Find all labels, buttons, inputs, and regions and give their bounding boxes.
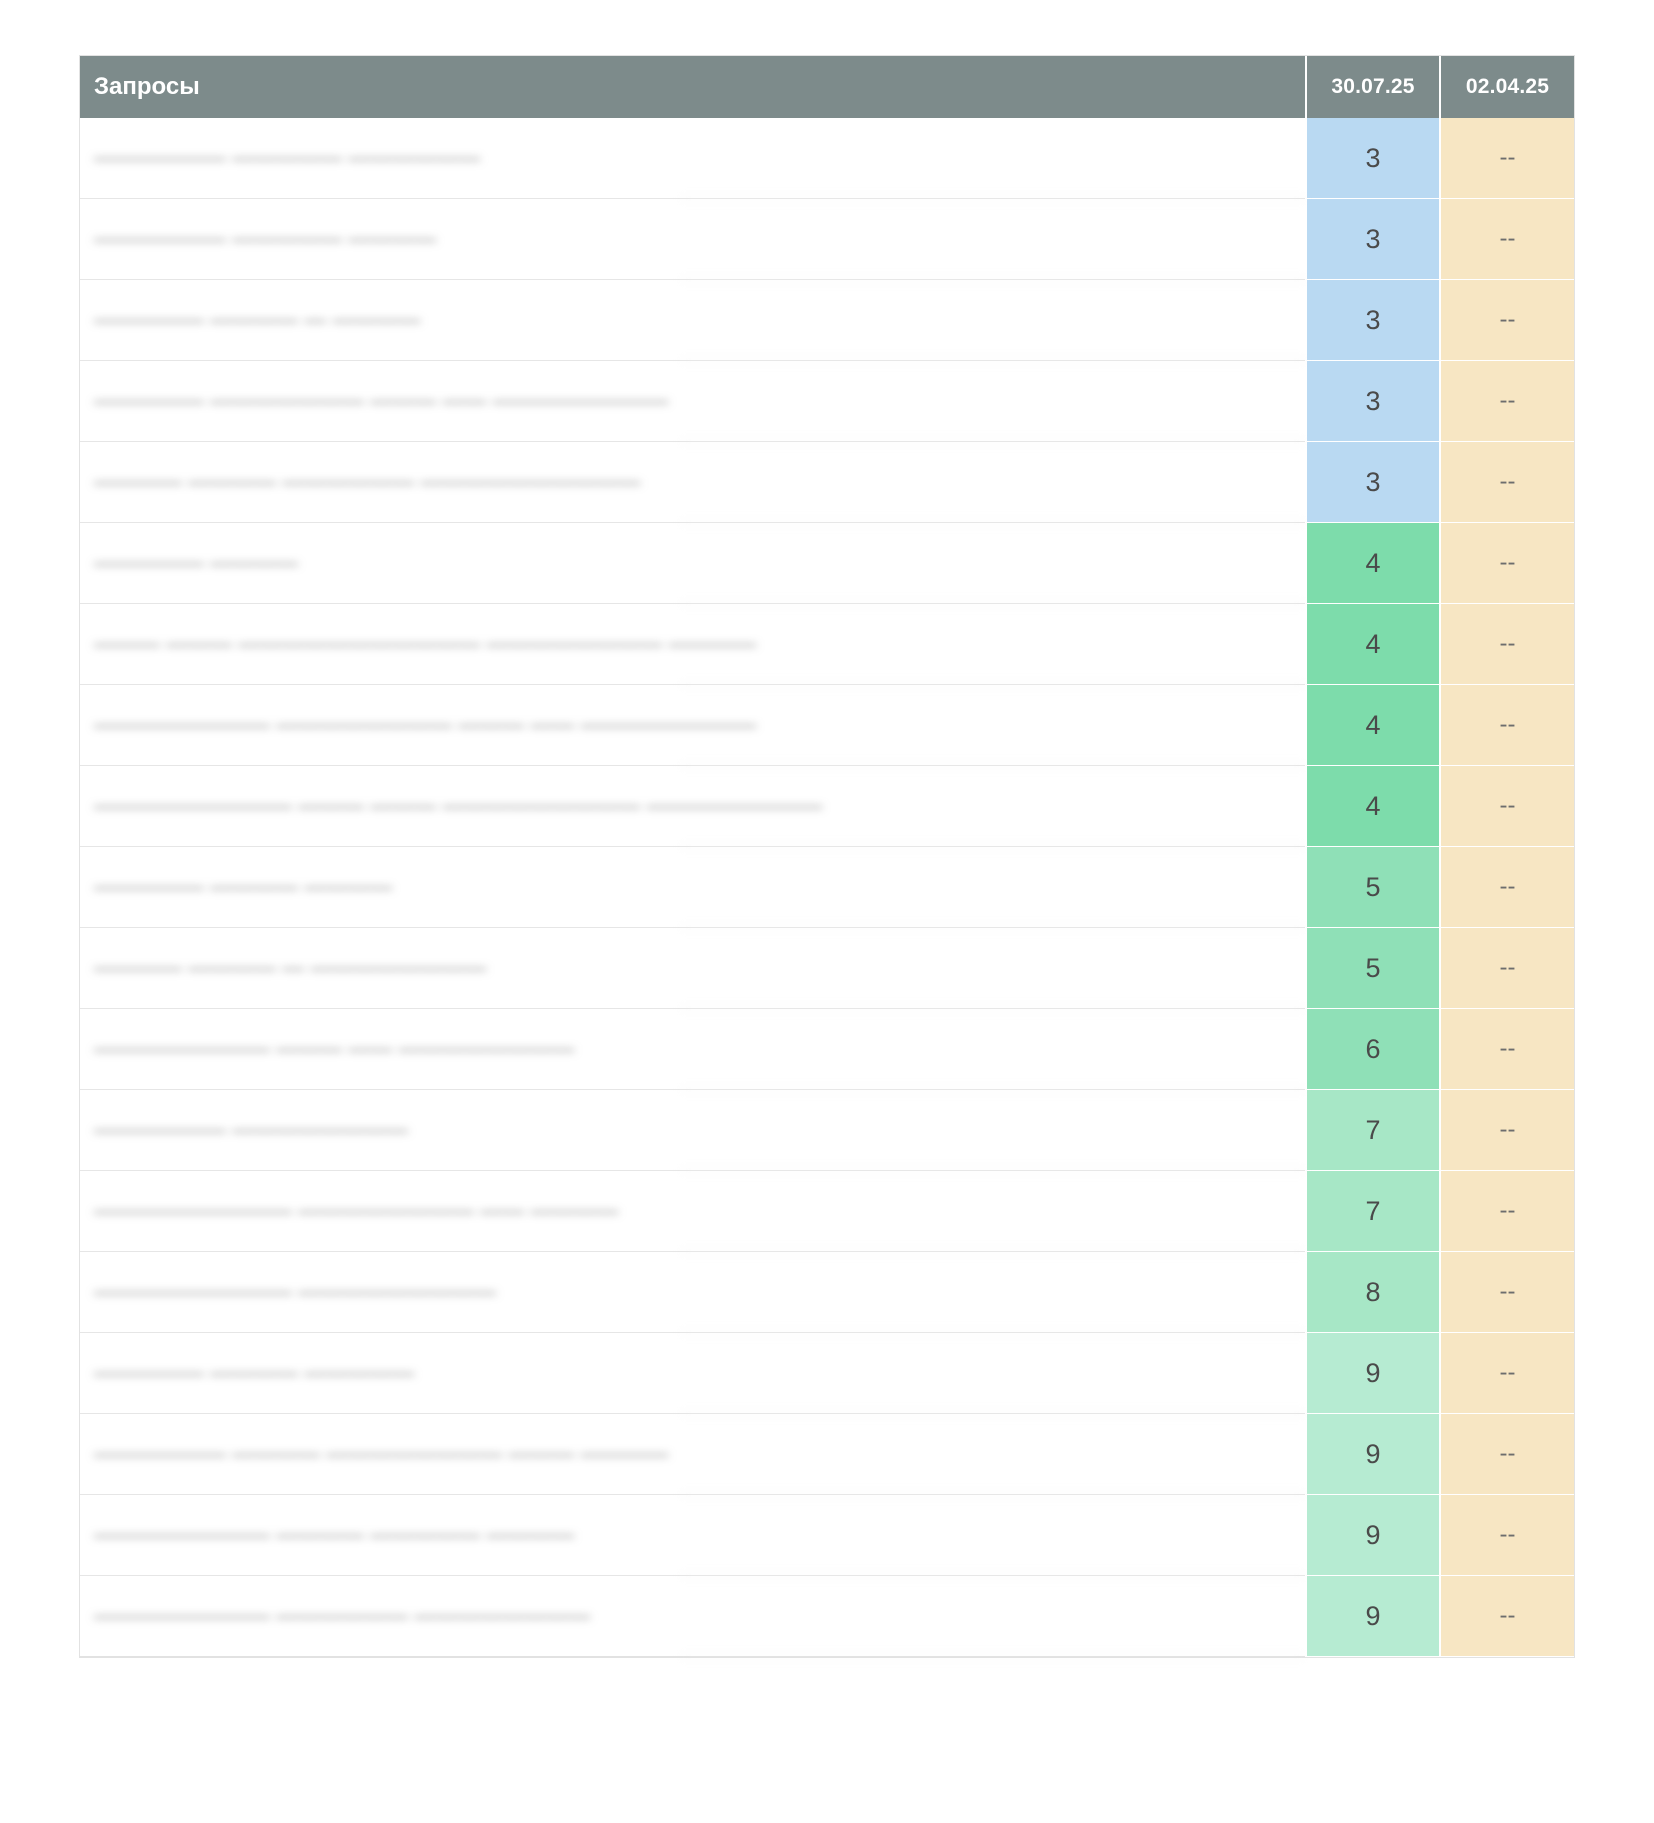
table-row xyxy=(80,118,1574,199)
rank-value-date-2: -- xyxy=(1440,1171,1574,1252)
rank-value-date-1: 6 xyxy=(1306,1009,1440,1090)
query-cell[interactable]: ———————— —————— ———————— xyxy=(80,1576,1306,1657)
table-row xyxy=(80,604,1574,685)
query-cell[interactable]: ———————— ——— —— ———————— xyxy=(80,1009,1306,1090)
rank-value-date-1: 4 xyxy=(1306,523,1440,604)
rank-value-date-2: -- xyxy=(1440,1576,1574,1657)
rank-value-date-1: 9 xyxy=(1306,1576,1440,1657)
rank-value-date-2: -- xyxy=(1440,118,1574,199)
table-row xyxy=(80,199,1574,280)
query-cell[interactable]: ————— ———— xyxy=(80,523,1306,604)
query-cell[interactable]: —————— ———————— xyxy=(80,1090,1306,1171)
rank-value-date-1: 3 xyxy=(1306,361,1440,442)
query-cell[interactable]: ———————— ———————— ——— —— ———————— xyxy=(80,685,1306,766)
rank-value-date-2: -- xyxy=(1440,1090,1574,1171)
table-row xyxy=(80,523,1574,604)
query-cell[interactable]: ————— ——————— ——— —— ———————— xyxy=(80,361,1306,442)
query-cell[interactable]: ————— ———— ———— xyxy=(80,847,1306,928)
table-row xyxy=(80,1414,1574,1495)
table-row xyxy=(80,1252,1574,1333)
rank-value-date-2: -- xyxy=(1440,1333,1574,1414)
table-row xyxy=(80,1171,1574,1252)
table-row xyxy=(80,1576,1574,1657)
table-row xyxy=(80,442,1574,523)
query-cell[interactable]: ————— ———— ————— xyxy=(80,1333,1306,1414)
rank-value-date-2: -- xyxy=(1440,523,1574,604)
keyword-rank-table xyxy=(80,56,1574,1657)
query-cell[interactable]: ———————— ———— ————— ———— xyxy=(80,1495,1306,1576)
rank-value-date-1: 7 xyxy=(1306,1090,1440,1171)
rank-value-date-2: -- xyxy=(1440,361,1574,442)
rank-value-date-2: -- xyxy=(1440,1495,1574,1576)
rank-value-date-2: -- xyxy=(1440,199,1574,280)
rank-value-date-2: -- xyxy=(1440,1252,1574,1333)
table-row xyxy=(80,1009,1574,1090)
rank-value-date-1: 9 xyxy=(1306,1414,1440,1495)
query-cell[interactable]: ——— ——— ——————————— ———————— ———— xyxy=(80,604,1306,685)
rank-value-date-1: 3 xyxy=(1306,280,1440,361)
table-row xyxy=(80,685,1574,766)
rank-value-date-1: 7 xyxy=(1306,1171,1440,1252)
table-row xyxy=(80,1495,1574,1576)
table-row xyxy=(80,766,1574,847)
rank-value-date-1: 3 xyxy=(1306,199,1440,280)
column-header-date-2[interactable]: 02.04.25 xyxy=(1440,56,1574,118)
table-row xyxy=(80,1090,1574,1171)
rank-value-date-1: 9 xyxy=(1306,1495,1440,1576)
rank-value-date-1: 4 xyxy=(1306,604,1440,685)
rank-value-date-2: -- xyxy=(1440,766,1574,847)
table-body xyxy=(80,118,1574,1657)
rank-value-date-2: -- xyxy=(1440,1009,1574,1090)
table-row xyxy=(80,1333,1574,1414)
table-row xyxy=(80,361,1574,442)
header-row xyxy=(80,56,1574,118)
query-cell[interactable]: ————————— ———————— —— ———— xyxy=(80,1171,1306,1252)
rank-value-date-1: 5 xyxy=(1306,847,1440,928)
rank-value-date-2: -- xyxy=(1440,442,1574,523)
table-row xyxy=(80,928,1574,1009)
rank-value-date-1: 3 xyxy=(1306,442,1440,523)
rank-value-date-2: -- xyxy=(1440,928,1574,1009)
query-cell[interactable]: ———— ———— —————— —————————— xyxy=(80,442,1306,523)
query-cell[interactable]: ————————— ————————— xyxy=(80,1252,1306,1333)
rank-value-date-2: -- xyxy=(1440,1414,1574,1495)
query-cell[interactable]: ————— ———— — ———— xyxy=(80,280,1306,361)
column-header-date-1[interactable]: 30.07.25 xyxy=(1306,56,1440,118)
rank-value-date-1: 4 xyxy=(1306,766,1440,847)
column-header-queries[interactable]: Запросы xyxy=(80,56,1306,118)
query-cell[interactable]: ———— ———— — ———————— xyxy=(80,928,1306,1009)
query-cell[interactable]: ————————— ——— ——— ————————— ———————— xyxy=(80,766,1306,847)
rank-value-date-1: 4 xyxy=(1306,685,1440,766)
rank-value-date-2: -- xyxy=(1440,685,1574,766)
row-divider xyxy=(680,1656,1305,1657)
query-cell[interactable]: —————— ————— —————— xyxy=(80,118,1306,199)
rank-value-date-1: 9 xyxy=(1306,1333,1440,1414)
query-cell[interactable]: —————— ————— ———— xyxy=(80,199,1306,280)
rank-value-date-1: 8 xyxy=(1306,1252,1440,1333)
table-header xyxy=(80,56,1574,118)
rank-value-date-2: -- xyxy=(1440,847,1574,928)
rank-value-date-1: 3 xyxy=(1306,118,1440,199)
rank-value-date-2: -- xyxy=(1440,604,1574,685)
table-row xyxy=(80,847,1574,928)
rank-value-date-2: -- xyxy=(1440,280,1574,361)
rank-value-date-1: 5 xyxy=(1306,928,1440,1009)
query-cell[interactable]: —————— ———— ———————— ——— ———— xyxy=(80,1414,1306,1495)
table-row xyxy=(80,280,1574,361)
